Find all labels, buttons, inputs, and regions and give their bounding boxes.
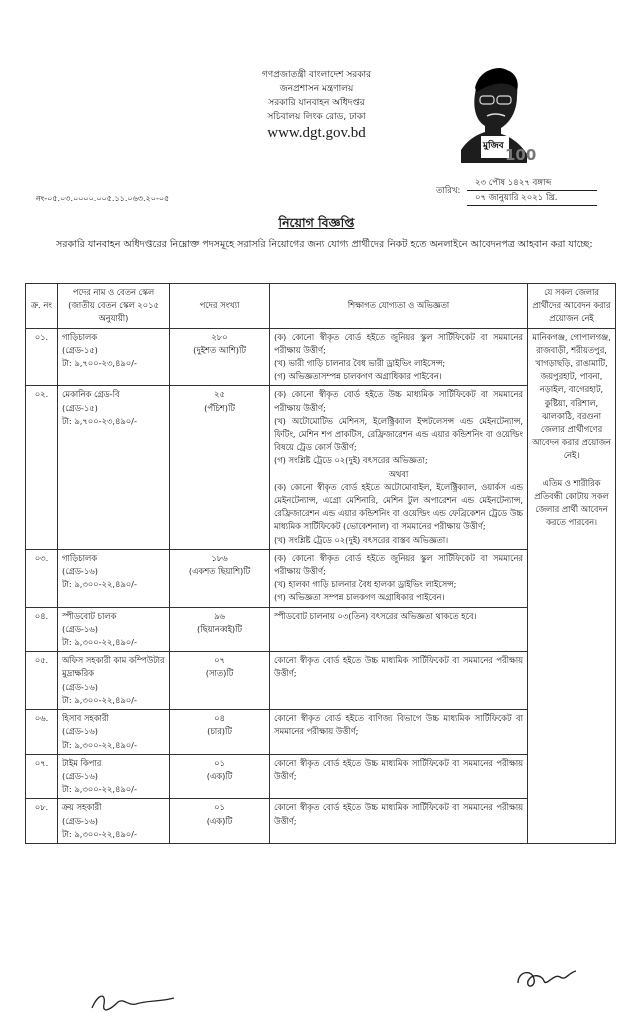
- row-count: [170, 652, 270, 710]
- quota-note: এতিম ও শারীরিক প্রতিবন্ধী কোটায় সকল জেলার প্রার্থী আবেদন করতে পারবেন।: [534, 477, 609, 528]
- logo-text-100: 100: [505, 146, 537, 164]
- count-words: (এক)টি: [206, 770, 233, 781]
- row-qualification: [270, 652, 528, 710]
- table-row: [26, 549, 616, 607]
- department-name: সরকারি যানবাহন অধিদপ্তর: [268, 98, 365, 108]
- count-number: ০৪: [214, 713, 225, 724]
- qual-item: কোনো স্বীকৃত বোর্ড হইতে উচ্চ মাধ্যমিক সার্টিফিকেট বা সমমানের পরীক্ষায় উত্তীর্ণ;: [274, 655, 523, 679]
- row-serial: ০৮.: [26, 799, 58, 844]
- count-words: (একশত ছিয়াশি)টি: [188, 566, 251, 577]
- qual-item: (খ) অটোমোটিভ মেশিনস, ইলেক্ট্রিক্যাল ইন্সটলেসন্স এন্ড মেইনটেন্যান্স, ফিটিং, মেশিন শপ প্রাকটিস, রেফ্রিজারেশন এন্ড এয়ার কন্ডিশনিং বা ওয়েল্ডিং বিষয়ে ট্রেড কোর্স উত্তীর্ণ;: [274, 415, 523, 453]
- post-grade: (গ্রেড-১৬): [62, 815, 98, 826]
- count-words: (দুইশত আশি)টি: [193, 344, 246, 355]
- qual-item: (গ) অভিজ্ঞতাসম্পন্ন চালকগণ অগ্রাধিকার পাইবেন।: [274, 371, 442, 382]
- qual-item: কোনো স্বীকৃত বোর্ড হইতে উচ্চ মাধ্যমিক সার্টিফিকেট বা সমমানের পরীক্ষায় উত্তীর্ণ;: [274, 802, 523, 826]
- mujib-100-portrait-icon: [455, 58, 537, 164]
- post-grade: (গ্রেড-১৬): [62, 623, 98, 634]
- row-post: [58, 328, 170, 386]
- post-grade: (গ্রেড-১৫): [62, 344, 98, 355]
- qual-alt-item: (ক) কোনো স্বীকৃত বোর্ড হইতে অটোমোবাইল, ইলেক্ট্রিক্যাল, ওয়ার্কস এন্ড মেইনটেন্যান্স, এগ্রো মেশিনারি, মেশিন টুল অপারেশন এন্ড মেইনটেন্যান্স, রেফ্রিজারেশন এন্ড এয়ার কন্ডিশনিং বা ওয়েল্ডিং এন্ড ফেব্রিকেশন ট্রেডে উচ্চ মাধ্যমিক সার্টিফিকেট (ভোকেশনাল) বা সমমানের পরীক্ষায় উত্তীর্ণ;: [274, 481, 523, 532]
- qual-item: (গ) সংশ্লিষ্ট ট্রেডে ০২(দুই) বৎসরের অভিজ্ঞতা;: [274, 455, 428, 466]
- memo-number: নং-০৫.০৩.০০০০.০০৫.১১.০৬৩.২০-০৫: [36, 194, 170, 203]
- table-row: [26, 386, 616, 549]
- district-exclusion-note: মানিকগঞ্জ, গোপালগঞ্জ, রাজবাড়ী, শরীয়তপুর, খাগড়াছড়ি, রাঙামাটি, জয়পুরহাট, পাবনা, নড়াইল, বাগেরহাট, কুষ্টিয়া, বরিশাল, ঝালকাঠি, বরগুনা জেলার প্রার্থীগণের আবেদন করার প্রয়োজন নেই।: [532, 331, 611, 461]
- qual-item: (ক) কোনো স্বীকৃত বোর্ড হইতে উচ্চ মাধ্যমিক সার্টিফিকেট বা সমমানের পরীক্ষায় উত্তীর্ণ;: [274, 389, 523, 413]
- count-words: (পঁচিশ)টি: [204, 402, 235, 413]
- office-address: সচিবালয় লিংক রোড, ঢাকা: [267, 112, 366, 122]
- row-count: [170, 799, 270, 844]
- website-link[interactable]: www.dgt.gov.bd: [267, 125, 366, 141]
- row-post: [58, 799, 170, 844]
- left-signature-icon: [88, 988, 178, 1018]
- office-header: [0, 68, 633, 143]
- count-number: ১৮৬: [211, 552, 228, 563]
- count-number: ৯৬: [214, 610, 225, 621]
- date-label: তারিখ:: [436, 186, 461, 196]
- post-pay: টা: ৯,৭০০-২৩,৪৯০/-: [62, 415, 137, 426]
- table-row: [26, 607, 616, 652]
- logo-text-mujib: মুজিব: [483, 141, 504, 151]
- table-row: [26, 652, 616, 710]
- header-qualification: শিক্ষাগত যোগ্যতা ও অভিজ্ঞতা: [270, 284, 528, 329]
- date-bangla: ২৩ পৌষ ১৪২৭ বঙ্গাব্দ: [475, 178, 552, 188]
- post-name: অফিস সহকারী কাম কম্পিউটার মুদ্রাক্ষরিক: [62, 655, 165, 679]
- row-serial: ০৬.: [26, 710, 58, 755]
- post-grade: (গ্রেড-১৬): [62, 770, 98, 781]
- row-serial: ০১.: [26, 328, 58, 386]
- count-words: (সাত)টি: [205, 668, 234, 679]
- row-post: [58, 386, 170, 549]
- row-serial: ০৭.: [26, 754, 58, 799]
- date-block: [467, 176, 597, 206]
- count-number: ০১: [214, 802, 225, 813]
- post-name: গাড়িচালক: [62, 552, 98, 563]
- row-post: [58, 549, 170, 607]
- header-count: পদের সংখ্যা: [170, 284, 270, 329]
- row-count: [170, 328, 270, 386]
- qual-item: কোনো স্বীকৃত বোর্ড হইতে বাণিজ্য বিভাগে উচ্চ মাধ্যমিক সার্টিফিকেট বা সমমানের পরীক্ষায় উত্তীর্ণ;: [274, 713, 523, 737]
- right-signature-icon: [512, 965, 582, 993]
- row-count: [170, 386, 270, 549]
- row-post: [58, 607, 170, 652]
- qual-alt-item: (খ) সংশ্লিষ্ট ট্রেডে ০২(দুই) বৎসরের বাস্তব অভিজ্ঞতা।: [274, 534, 449, 545]
- post-name: ক্রয় সহকারী: [62, 802, 102, 813]
- vacancy-table: [25, 283, 616, 844]
- header-serial: ক্র. নং: [26, 284, 58, 329]
- count-words: (এক)টি: [206, 815, 233, 826]
- row-serial: ০৫.: [26, 652, 58, 710]
- post-name: গাড়িচালক: [62, 331, 98, 342]
- post-pay: টা: ৯,৩০০-২২,৪৯০/-: [62, 828, 137, 839]
- row-qualification: [270, 607, 528, 652]
- row-serial: ০৪.: [26, 607, 58, 652]
- row-serial: ০৩.: [26, 549, 58, 607]
- row-qualification: [270, 799, 528, 844]
- row-qualification: [270, 754, 528, 799]
- table-header-row: [26, 284, 616, 329]
- row-qualification: [270, 710, 528, 755]
- row-count: [170, 754, 270, 799]
- count-number: ০১: [214, 757, 225, 768]
- post-name: টাইম কিপার: [62, 757, 102, 768]
- post-pay: টা: ৯,৩০০-২২,৪৯০/-: [62, 637, 137, 648]
- row-count: [170, 549, 270, 607]
- row-qualification: [270, 386, 528, 549]
- post-grade: (গ্রেড-১৬): [62, 726, 98, 737]
- qual-item: স্পীডবোট চালনায় ০৩(তিন) বৎসরের অভিজ্ঞতা থাকতে হবে।: [274, 610, 477, 621]
- govt-name: গণপ্রজাতন্ত্রী বাংলাদেশ সরকার: [261, 70, 372, 80]
- table-row: [26, 328, 616, 386]
- post-pay: টা: ৯,৩০০-২২,৪৯০/-: [62, 739, 137, 750]
- qual-item: কোনো স্বীকৃত বোর্ড হইতে উচ্চ মাধ্যমিক সার্টিফিকেট বা সমমানের পরীক্ষায় উত্তীর্ণ;: [274, 757, 523, 781]
- post-pay: টা: ৯,৭০০-২৩,৪৯০/-: [62, 358, 137, 369]
- row-count: [170, 710, 270, 755]
- header-post: পদের নাম ও বেতন স্কেল (জাতীয় বেতন স্কেল ২০১৫ অনুযায়ী): [58, 284, 170, 329]
- row-qualification: [270, 328, 528, 386]
- post-pay: টা: ৯,৩০০-২২,৪৯০/-: [62, 694, 137, 705]
- row-qualification: [270, 549, 528, 607]
- post-grade: (গ্রেড-১৬): [62, 566, 98, 577]
- qual-item: (ক) কোনো স্বীকৃত বোর্ড হইতে জুনিয়র স্কুল সার্টিফিকেট বা সমমানের পরীক্ষায় উত্তীর্ণ;: [274, 552, 523, 577]
- ministry-name: জনপ্রশাসন মন্ত্রণালয়: [279, 84, 354, 94]
- notice-intro: সরকারি যানবাহন অধিদপ্তরের নিম্নোক্ত পদসমূহে সরাসরি নিয়োগের জন্য যোগ্য প্রার্থীদের নিকট হতে অনলাইনে আবেদনপত্র আহবান করা যাচ্ছে:: [56, 239, 593, 250]
- row-count: [170, 607, 270, 652]
- count-number: ২৮০: [211, 331, 228, 342]
- count-words: (চার)টি: [207, 726, 232, 737]
- district-note-cell: [528, 328, 616, 843]
- post-grade: (গ্রেড-১৫): [62, 402, 98, 413]
- qual-or: অথবা: [388, 468, 409, 479]
- qual-item: (খ) হালকা গাড়ি চালনার বৈধ হালকা ড্রাইভিং লাইসেন্স;: [274, 579, 457, 590]
- row-post: [58, 710, 170, 755]
- count-number: ২৫: [214, 389, 225, 400]
- post-pay: টা: ৯,৩০০-২২,৪৯০/-: [62, 784, 137, 795]
- post-name: মেকানিক গ্রেড-বি: [62, 389, 120, 400]
- count-words: (ছিয়ানব্বই)টি: [196, 623, 243, 634]
- row-post: [58, 652, 170, 710]
- notice-title: নিয়োগ বিজ্ঞপ্তি: [278, 215, 355, 230]
- qual-item: (খ) ভারী গাড়ি চালনার বৈধ ভারী ড্রাইভিং লাইসেন্স;: [274, 358, 446, 369]
- post-name: হিসাব সহকারী: [62, 713, 109, 724]
- post-grade: (গ্রেড-১৬): [62, 681, 98, 692]
- table-row: [26, 799, 616, 844]
- header-districts: যে সকল জেলার প্রার্থীদের আবেদন করার প্রয়োজন নেই: [528, 284, 616, 329]
- count-number: ০৭: [214, 655, 225, 666]
- row-post: [58, 754, 170, 799]
- table-row: [26, 754, 616, 799]
- qual-item: (ক) কোনো স্বীকৃত বোর্ড হইতে জুনিয়র স্কুল সার্টিফিকেট বা সমমানের পরীক্ষায় উত্তীর্ণ;: [274, 331, 523, 355]
- table-row: [26, 710, 616, 755]
- qual-item: (গ) অভিজ্ঞতা সম্পন্ন চালকগণ অগ্রাধিকার পাইবেন।: [274, 592, 445, 603]
- row-serial: ০২.: [26, 386, 58, 549]
- post-pay: টা: ৯,৩০০-২২,৪৯০/-: [62, 579, 137, 590]
- post-name: স্পীডবোট চালক: [62, 610, 117, 621]
- date-english: ০৭ জানুয়ারি ২০২১ খ্রি.: [475, 193, 558, 203]
